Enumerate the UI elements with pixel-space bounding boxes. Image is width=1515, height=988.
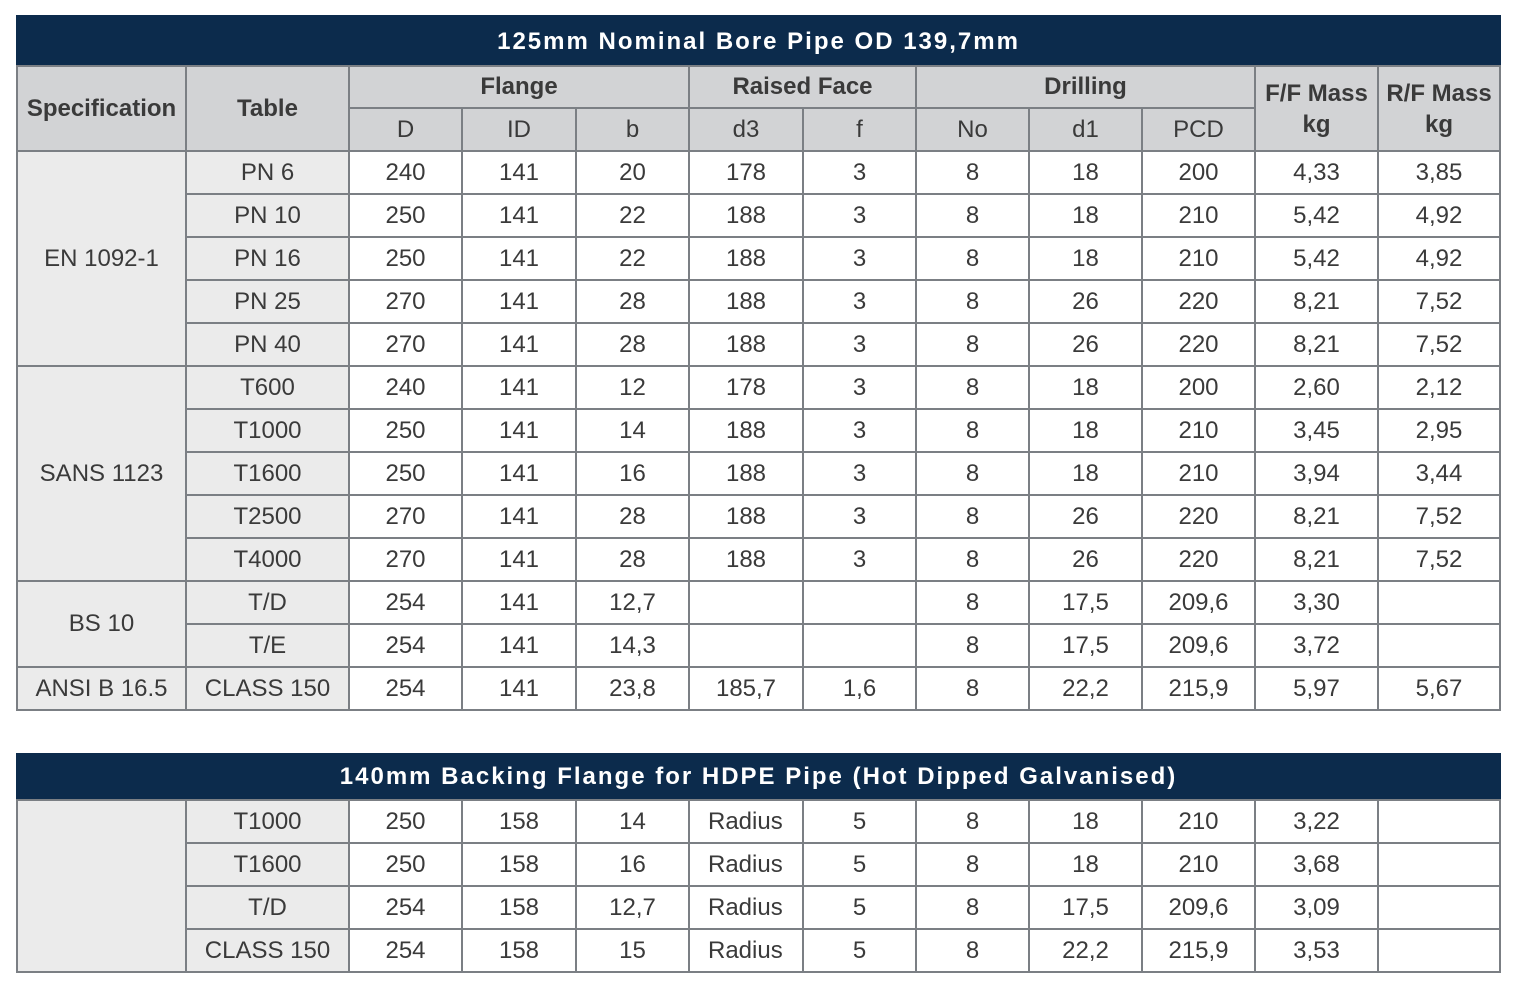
table-row (17, 237, 1500, 280)
value-cell: 28 (576, 495, 689, 538)
value-cell: 141 (462, 667, 576, 710)
value-cell: 8 (916, 624, 1029, 667)
value-cell: 178 (689, 366, 803, 409)
value-cell: 4,92 (1378, 237, 1500, 280)
value-cell: 210 (1142, 452, 1255, 495)
value-cell: 210 (1142, 409, 1255, 452)
value-cell: 22,2 (1029, 929, 1142, 972)
value-cell: 23,8 (576, 667, 689, 710)
value-cell: 3 (803, 151, 916, 194)
value-cell: Radius (689, 929, 803, 972)
value-cell: 1,6 (803, 667, 916, 710)
value-cell: 250 (349, 237, 462, 280)
value-cell: 200 (1142, 366, 1255, 409)
value-cell: 5 (803, 929, 916, 972)
table-cell: PN 10 (186, 194, 349, 237)
value-cell (689, 624, 803, 667)
value-cell: 209,6 (1142, 581, 1255, 624)
value-cell: 141 (462, 581, 576, 624)
table-row (17, 929, 1500, 972)
value-cell: 158 (462, 843, 576, 886)
value-cell: 8 (916, 194, 1029, 237)
value-cell: 200 (1142, 151, 1255, 194)
value-cell: 5,97 (1255, 667, 1378, 710)
value-cell: 178 (689, 151, 803, 194)
table-cell: CLASS 150 (186, 667, 349, 710)
value-cell: 3,72 (1255, 624, 1378, 667)
value-cell: 17,5 (1029, 581, 1142, 624)
value-cell: 15 (576, 929, 689, 972)
value-cell: 17,5 (1029, 624, 1142, 667)
value-cell: 220 (1142, 280, 1255, 323)
value-cell: 3 (803, 538, 916, 581)
header-d1: d1 (1029, 108, 1142, 151)
value-cell: 8,21 (1255, 323, 1378, 366)
value-cell: 28 (576, 280, 689, 323)
value-cell: 3 (803, 366, 916, 409)
header-table: Table (186, 66, 349, 151)
table-row (17, 624, 1500, 667)
value-cell: 254 (349, 667, 462, 710)
value-cell (803, 581, 916, 624)
value-cell: 254 (349, 581, 462, 624)
value-cell: 240 (349, 151, 462, 194)
table-row (17, 323, 1500, 366)
value-cell: 28 (576, 538, 689, 581)
table-row (17, 366, 1500, 409)
value-cell: 4,33 (1255, 151, 1378, 194)
value-cell: 254 (349, 929, 462, 972)
value-cell: 3,30 (1255, 581, 1378, 624)
value-cell: 3 (803, 495, 916, 538)
value-cell: 188 (689, 538, 803, 581)
value-cell: 270 (349, 538, 462, 581)
value-cell: 8 (916, 409, 1029, 452)
value-cell: 8,21 (1255, 495, 1378, 538)
value-cell: 220 (1142, 538, 1255, 581)
value-cell: 12,7 (576, 581, 689, 624)
value-cell: 8 (916, 366, 1029, 409)
value-cell (689, 581, 803, 624)
value-cell: 5,42 (1255, 194, 1378, 237)
table-row (17, 538, 1500, 581)
value-cell: 141 (462, 452, 576, 495)
value-cell: 18 (1029, 409, 1142, 452)
value-cell: 22 (576, 237, 689, 280)
value-cell: 8 (916, 280, 1029, 323)
value-cell: 188 (689, 194, 803, 237)
header-D: D (349, 108, 462, 151)
value-cell: 28 (576, 323, 689, 366)
value-cell (1378, 800, 1500, 843)
value-cell: 215,9 (1142, 667, 1255, 710)
header-rf-mass: R/F Mass kg (1378, 66, 1500, 151)
value-cell: 210 (1142, 843, 1255, 886)
header-f: f (803, 108, 916, 151)
value-cell: 254 (349, 624, 462, 667)
value-cell: 8 (916, 667, 1029, 710)
value-cell: 8 (916, 581, 1029, 624)
value-cell: 8 (916, 495, 1029, 538)
table-cell: PN 6 (186, 151, 349, 194)
header-specification: Specification (17, 66, 186, 151)
specification-cell: SANS 1123 (17, 366, 186, 581)
value-cell: 18 (1029, 366, 1142, 409)
value-cell: 7,52 (1378, 495, 1500, 538)
value-cell (803, 624, 916, 667)
value-cell: 14,3 (576, 624, 689, 667)
table-row (17, 495, 1500, 538)
header-drilling: Drilling (916, 66, 1255, 108)
value-cell: 141 (462, 280, 576, 323)
value-cell: Radius (689, 800, 803, 843)
value-cell: 240 (349, 366, 462, 409)
table-cell: PN 25 (186, 280, 349, 323)
value-cell: 18 (1029, 843, 1142, 886)
value-cell: 8 (916, 323, 1029, 366)
value-cell: 141 (462, 538, 576, 581)
value-cell: 5,67 (1378, 667, 1500, 710)
value-cell: 2,95 (1378, 409, 1500, 452)
value-cell: 250 (349, 409, 462, 452)
value-cell: 26 (1029, 538, 1142, 581)
value-cell: 8 (916, 886, 1029, 929)
value-cell: 12,7 (576, 886, 689, 929)
value-cell: 158 (462, 800, 576, 843)
value-cell: 188 (689, 452, 803, 495)
value-cell: 210 (1142, 800, 1255, 843)
value-cell: 220 (1142, 323, 1255, 366)
value-cell: 17,5 (1029, 886, 1142, 929)
table-row (17, 280, 1500, 323)
value-cell: 270 (349, 323, 462, 366)
value-cell: 7,52 (1378, 323, 1500, 366)
value-cell: 270 (349, 280, 462, 323)
value-cell: 5 (803, 800, 916, 843)
table-cell: T1600 (186, 452, 349, 495)
table-cell: T4000 (186, 538, 349, 581)
value-cell: 3,94 (1255, 452, 1378, 495)
value-cell: 26 (1029, 495, 1142, 538)
table-row (17, 409, 1500, 452)
value-cell: Radius (689, 886, 803, 929)
value-cell: 8 (916, 843, 1029, 886)
value-cell: 188 (689, 409, 803, 452)
value-cell: 7,52 (1378, 538, 1500, 581)
value-cell: 250 (349, 843, 462, 886)
table-row (17, 151, 1500, 194)
table-cell: T600 (186, 366, 349, 409)
table-row (17, 194, 1500, 237)
table-cell: T/E (186, 624, 349, 667)
value-cell: 8 (916, 151, 1029, 194)
table-row (17, 452, 1500, 495)
value-cell: 18 (1029, 800, 1142, 843)
value-cell: 3,22 (1255, 800, 1378, 843)
value-cell: 210 (1142, 194, 1255, 237)
value-cell: 3 (803, 409, 916, 452)
value-cell: 22 (576, 194, 689, 237)
value-cell (1378, 929, 1500, 972)
value-cell: 8 (916, 929, 1029, 972)
value-cell: 3 (803, 280, 916, 323)
value-cell: 2,60 (1255, 366, 1378, 409)
value-cell: 18 (1029, 237, 1142, 280)
value-cell: 20 (576, 151, 689, 194)
value-cell: 3 (803, 194, 916, 237)
value-cell: 254 (349, 886, 462, 929)
table-title: 140mm Backing Flange for HDPE Pipe (Hot Dipped Galvanised) (17, 754, 1500, 800)
value-cell: 141 (462, 366, 576, 409)
header-No: No (916, 108, 1029, 151)
value-cell: 141 (462, 624, 576, 667)
value-cell: 8,21 (1255, 538, 1378, 581)
header-b: b (576, 108, 689, 151)
value-cell: 158 (462, 886, 576, 929)
header-ID: ID (462, 108, 576, 151)
specification-cell: ANSI B 16.5 (17, 667, 186, 710)
value-cell: 188 (689, 280, 803, 323)
value-cell: 14 (576, 409, 689, 452)
value-cell: 141 (462, 409, 576, 452)
value-cell: 3,09 (1255, 886, 1378, 929)
value-cell: 3,45 (1255, 409, 1378, 452)
value-cell (1378, 843, 1500, 886)
value-cell: 141 (462, 151, 576, 194)
value-cell: 3 (803, 452, 916, 495)
value-cell: 141 (462, 237, 576, 280)
value-cell: 3,53 (1255, 929, 1378, 972)
table-cell: T/D (186, 886, 349, 929)
value-cell: 141 (462, 323, 576, 366)
value-cell: 8 (916, 800, 1029, 843)
value-cell: 8 (916, 538, 1029, 581)
value-cell: 215,9 (1142, 929, 1255, 972)
header-d3: d3 (689, 108, 803, 151)
value-cell: 16 (576, 452, 689, 495)
table-cell: CLASS 150 (186, 929, 349, 972)
value-cell (1378, 886, 1500, 929)
value-cell (1378, 624, 1500, 667)
value-cell: 22,2 (1029, 667, 1142, 710)
value-cell: 141 (462, 194, 576, 237)
table-cell: T1000 (186, 800, 349, 843)
value-cell: 188 (689, 323, 803, 366)
value-cell: 26 (1029, 323, 1142, 366)
table-row (17, 800, 1500, 843)
value-cell: 250 (349, 452, 462, 495)
table-row (17, 843, 1500, 886)
header-flange: Flange (349, 66, 689, 108)
table-row (17, 667, 1500, 710)
header-PCD: PCD (1142, 108, 1255, 151)
table-row (17, 886, 1500, 929)
value-cell: Radius (689, 843, 803, 886)
table-title: 125mm Nominal Bore Pipe OD 139,7mm (17, 16, 1500, 66)
table-row (17, 581, 1500, 624)
value-cell: 220 (1142, 495, 1255, 538)
value-cell: 3 (803, 237, 916, 280)
value-cell: 5,42 (1255, 237, 1378, 280)
value-cell: 270 (349, 495, 462, 538)
value-cell: 16 (576, 843, 689, 886)
table-cell: T1600 (186, 843, 349, 886)
flange-table-125mm (16, 15, 1501, 711)
value-cell: 188 (689, 237, 803, 280)
value-cell: 12 (576, 366, 689, 409)
table-cell: T/D (186, 581, 349, 624)
table-cell: PN 40 (186, 323, 349, 366)
table-cell: PN 16 (186, 237, 349, 280)
value-cell: 3,68 (1255, 843, 1378, 886)
value-cell: 250 (349, 194, 462, 237)
value-cell: 18 (1029, 452, 1142, 495)
header-raised-face: Raised Face (689, 66, 916, 108)
value-cell: 8 (916, 452, 1029, 495)
value-cell: 141 (462, 495, 576, 538)
value-cell (1378, 581, 1500, 624)
value-cell: 18 (1029, 151, 1142, 194)
value-cell: 14 (576, 800, 689, 843)
value-cell: 2,12 (1378, 366, 1500, 409)
specification-cell: BS 10 (17, 581, 186, 667)
specification-cell (17, 800, 186, 972)
value-cell: 3,44 (1378, 452, 1500, 495)
value-cell: 209,6 (1142, 886, 1255, 929)
value-cell: 7,52 (1378, 280, 1500, 323)
table-cell: T1000 (186, 409, 349, 452)
value-cell: 185,7 (689, 667, 803, 710)
value-cell: 3 (803, 323, 916, 366)
value-cell: 250 (349, 800, 462, 843)
value-cell: 8,21 (1255, 280, 1378, 323)
backing-flange-table-140mm (16, 753, 1501, 973)
header-ff-mass: F/F Mass kg (1255, 66, 1378, 151)
value-cell: 210 (1142, 237, 1255, 280)
value-cell: 18 (1029, 194, 1142, 237)
value-cell: 158 (462, 929, 576, 972)
table-cell: T2500 (186, 495, 349, 538)
value-cell: 26 (1029, 280, 1142, 323)
value-cell: 5 (803, 843, 916, 886)
value-cell: 4,92 (1378, 194, 1500, 237)
specification-cell: EN 1092-1 (17, 151, 186, 366)
value-cell: 209,6 (1142, 624, 1255, 667)
value-cell: 3,85 (1378, 151, 1500, 194)
value-cell: 8 (916, 237, 1029, 280)
value-cell: 5 (803, 886, 916, 929)
value-cell: 188 (689, 495, 803, 538)
